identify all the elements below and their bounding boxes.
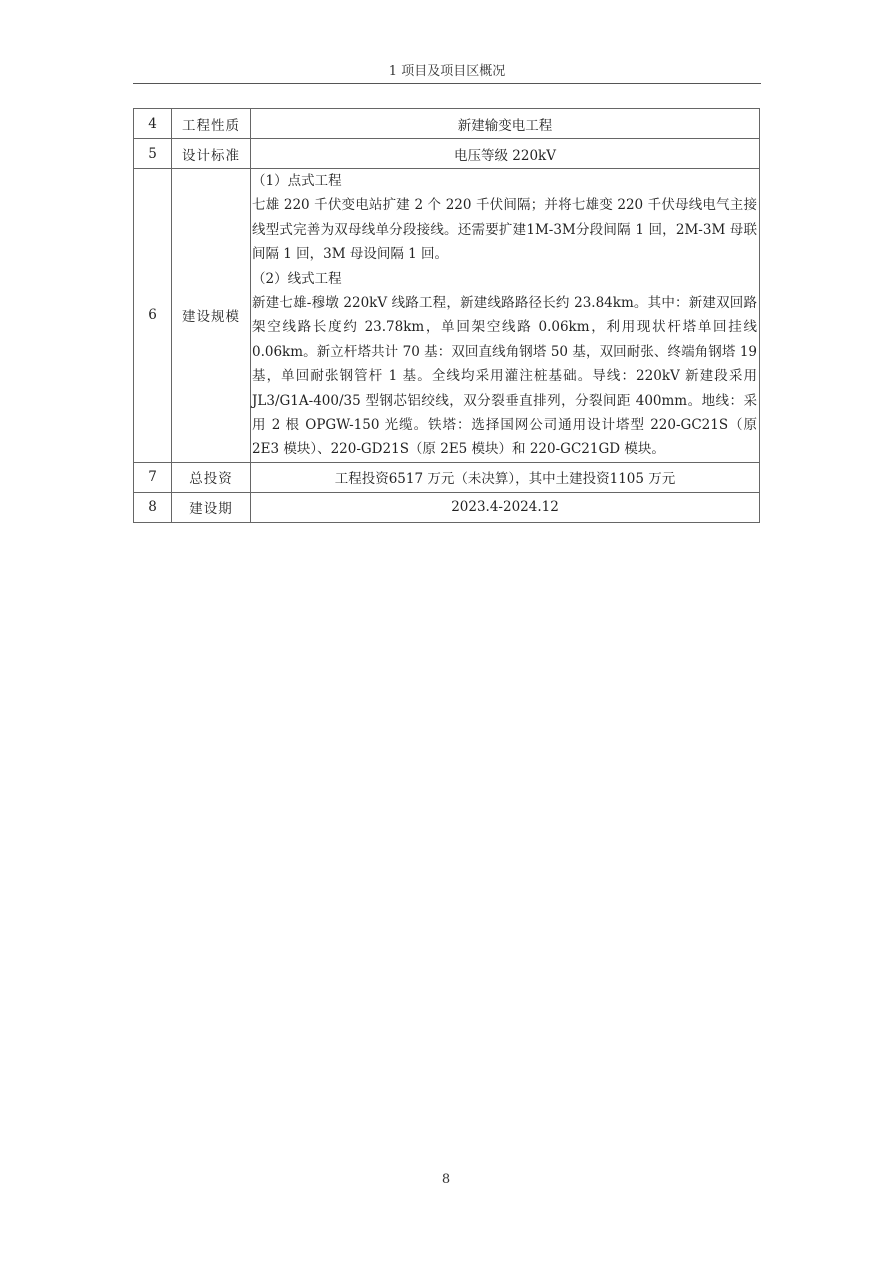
row-value: 2023.4-2024.12 <box>251 492 760 522</box>
table-row <box>134 492 760 522</box>
row-number: 8 <box>134 492 172 522</box>
row-label: 建设规模 <box>172 169 251 463</box>
table-row <box>134 169 760 463</box>
table-row <box>134 109 760 139</box>
construction-scale-detail <box>251 169 760 463</box>
row-label: 总投资 <box>172 462 251 492</box>
table-row <box>134 139 760 169</box>
row-value: 电压等级 220kV <box>251 139 760 169</box>
page-number: 8 <box>441 1172 451 1187</box>
section-heading-point: （1）点式工程 <box>252 173 342 189</box>
row-value: 新建输变电工程 <box>251 109 760 139</box>
line-project-text: 新建七雄-穆墩 220kV 线路工程，新建线路路径长约 23.84km。其中：新建双回路架空线路长度约 23.78km，单回架空线路 0.06km，利用现状杆塔单回挂线 0.06km。新立杆塔共计 70 基：双回直线角钢塔 50 基，双回耐张、终端角钢塔 19 基，单回耐张钢管杆 1 基。全线均采用灌注桩基础。导线：220kV 新建段采用 JL3/G1A-400/35 型钢芯铝绞线，双分裂垂直排列，分裂间距 400mm。地线：采用 2 根 OPGW-150 光缆。铁塔：选择国网公司通用设计塔型 220-GC21S（原 2E3 模块）、220-GD21S（原 2E5 模块）和 220-GC21GD 模块。 <box>252 295 757 458</box>
point-project-text: 七雄 220 千伏变电站扩建 2 个 220 千伏间隔；并将七雄变 220 千伏母线电气主接线型式完善为双母线单分段接线。还需要扩建1M-3M分段间隔 1 回，2M-3M 母联间隔 1 回，3M 母设间隔 1 回。 <box>252 197 757 263</box>
section-heading-line: （2）线式工程 <box>252 270 342 287</box>
table-row <box>134 462 760 492</box>
row-label: 建设期 <box>172 492 251 522</box>
row-value: 工程投资6517 万元（未决算），其中土建投资1105 万元 <box>251 462 760 492</box>
row-number: 4 <box>134 109 172 139</box>
row-label: 设计标准 <box>172 139 251 169</box>
project-info-table <box>133 108 760 523</box>
page-header-title: 1 项目及项目区概况 <box>388 64 506 79</box>
row-label: 工程性质 <box>172 109 251 139</box>
row-number: 5 <box>134 139 172 169</box>
row-number: 7 <box>134 462 172 492</box>
header-divider <box>133 83 761 84</box>
row-number: 6 <box>134 169 172 463</box>
